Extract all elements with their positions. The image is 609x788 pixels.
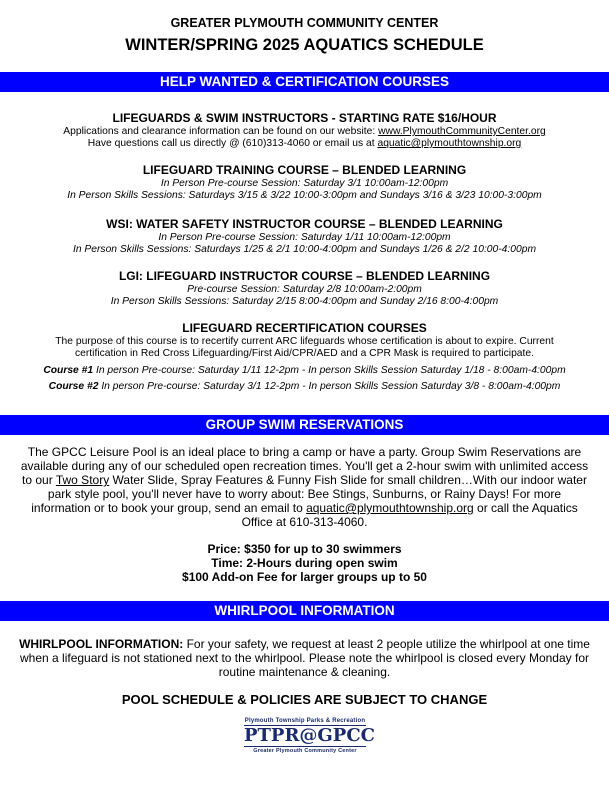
course-heading: WSI: WATER SAFETY INSTRUCTOR COURSE – BLENDED LEARNING xyxy=(106,217,503,231)
help-wanted-bar: HELP WANTED & CERTIFICATION COURSES xyxy=(0,72,609,92)
email-link[interactable]: aquatic@plymouthtownship.org xyxy=(377,138,522,149)
logo-main-text: PTPR@GPCC xyxy=(244,725,375,746)
recert-heading: LIFEGUARD RECERTIFICATION COURSES xyxy=(182,321,427,335)
course-line: Pre-course Session: Saturday 2/8 10:00am-2:00pm xyxy=(187,284,422,295)
page-title: WINTER/SPRING 2025 AQUATICS SCHEDULE xyxy=(125,36,484,54)
whirlpool-text: WHIRLPOOL INFORMATION: For your safety, we request at least 2 people utilize the whirlpool at one time xyxy=(19,637,590,651)
schedule-notice: POOL SCHEDULE & POLICIES ARE SUBJECT TO CHANGE xyxy=(121,692,488,707)
swim-time: Time: 2-Hours during open swim xyxy=(211,556,398,570)
website-link[interactable]: www.PlymouthCommunityCenter.org xyxy=(378,126,546,137)
whirlpool-section xyxy=(0,637,609,679)
course-line: In Person Skills Sessions: Saturday 2/15 8:00-4:00pm and Sunday 2/16 8:00-4:00pm xyxy=(110,296,499,307)
logo-bottom-text: Greater Plymouth Community Center xyxy=(253,748,357,754)
course-wsi xyxy=(0,217,609,256)
group-swim-section xyxy=(0,445,609,529)
ptpr-gpcc-logo xyxy=(244,718,375,758)
group-swim-text: Office at 610-313-4060. xyxy=(241,515,368,529)
logo-top-text: Plymouth Township Parks & Recreation xyxy=(244,718,366,724)
course-line: In Person Skills Sessions: Saturdays 3/15 & 3/22 10:00-3:00pm and Sundays 3/16 & 3/23 10:00-3:00pm xyxy=(67,190,542,201)
recert-course-1: Course #1 In person Pre-course: Saturday 1/11 12-2pm - In person Skills Session Saturday 1/18 - 8:00am-4:00pm xyxy=(43,365,566,376)
whirlpool-text: when a lifeguard is not stationed next to the whirlpool. Please note the whirlpool is closed every Monday for xyxy=(20,651,589,665)
recert-course-2: Course #2 In person Pre-course: Saturday 3/1 12-2pm - In person Skills Session Saturday 3/8 - 8:00am-4:00pm xyxy=(48,381,561,392)
two-story-link[interactable]: Two Story xyxy=(55,473,110,487)
email-link[interactable]: aquatic@plymouthtownship.org xyxy=(306,501,474,515)
help-wanted-heading: LIFEGUARDS & SWIM INSTRUCTORS - STARTING RATE $16/HOUR xyxy=(112,111,497,125)
group-swim-text: to our Two Story Water Slide, Spray Features & Funny Fish Slide for small children…With our indoor water xyxy=(22,473,587,487)
price: Price: $350 for up to 30 swimmers xyxy=(207,542,402,556)
group-swim-text: information or to book your group, send an email to aquatic@plymouthtownship.org or call the Aquatics xyxy=(31,501,578,515)
whirlpool-bar: WHIRLPOOL INFORMATION xyxy=(0,601,609,621)
group-swim-text: available during any of our scheduled open recreation times. You'll get a 2-hour swim with unlimited access xyxy=(20,459,589,473)
course-heading: LIFEGUARD TRAINING COURSE – BLENDED LEARNING xyxy=(142,163,467,177)
group-swim-text: park style pool, you'll never have to worry about: Bee Stings, Sunburns, or Rainy Days! For more xyxy=(47,487,562,501)
group-swim-bar: GROUP SWIM RESERVATIONS xyxy=(0,415,609,435)
recert-section xyxy=(0,321,609,393)
recert-text: The purpose of this course is to recertify current ARC lifeguards whose certification is about to expire. Current xyxy=(55,336,554,347)
course-line: In Person Pre-course Session: Saturday 3/1 10:00am-12:00pm xyxy=(160,178,449,189)
course-line: In Person Pre-course Session: Saturday 1/11 10:00am-12:00pm xyxy=(158,232,451,243)
help-wanted-section xyxy=(0,111,609,150)
whirlpool-text: routine maintenance & cleaning. xyxy=(218,665,391,679)
website-line: Applications and clearance information can be found on our website: www.PlymouthCommunityCenter.org xyxy=(63,126,546,137)
pricing-block xyxy=(0,542,609,584)
course-lifeguard-training xyxy=(0,163,609,202)
course-line: In Person Skills Sessions: Saturdays 1/25 & 2/1 10:00-4:00pm and Sundays 1/26 & 2/2 10:00-4:00pm xyxy=(72,244,537,255)
addon-fee: $100 Add-on Fee for larger groups up to 50 xyxy=(182,570,427,584)
course-heading: LGI: LIFEGUARD INSTRUCTOR COURSE – BLENDED LEARNING xyxy=(118,269,491,283)
org-name: GREATER PLYMOUTH COMMUNITY CENTER xyxy=(170,16,439,30)
course-lgi xyxy=(0,269,609,308)
recert-text: certification in Red Cross Lifeguarding/First Aid/CPR/AED and a CPR Mask is required to participate. xyxy=(75,348,534,359)
contact-line: Have questions call us directly @ (610)313-4060 or email us at aquatic@plymouthtownship.org xyxy=(87,138,522,149)
group-swim-text: The GPCC Leisure Pool is an ideal place to bring a camp or have a party. Group Swim Reservations are xyxy=(27,445,582,459)
